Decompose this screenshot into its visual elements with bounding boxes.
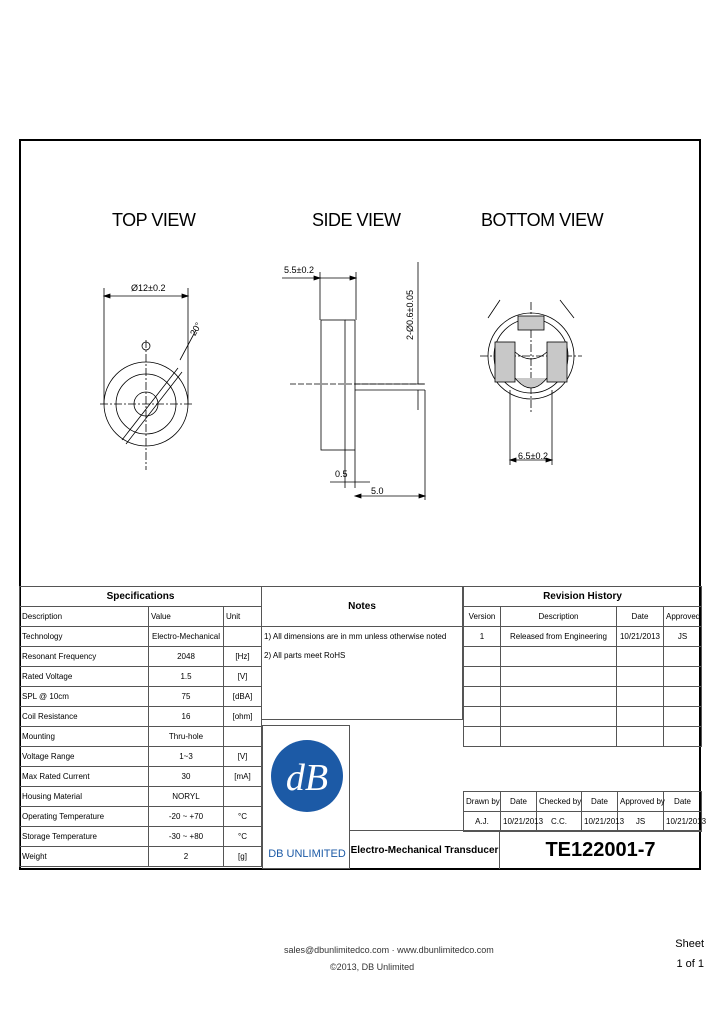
spec-unit: [V] bbox=[224, 667, 262, 687]
date-label-2: Date bbox=[582, 792, 618, 812]
logo-icon bbox=[263, 726, 351, 836]
checked-date: 10/21/2013 bbox=[582, 812, 618, 832]
dim-pin-spacing: 6.5±0.2 bbox=[518, 451, 548, 461]
spec-col-description: Description bbox=[20, 607, 149, 627]
drawn-by-label: Drawn by bbox=[464, 792, 501, 812]
note-2: 2) All parts meet RoHS bbox=[264, 651, 346, 660]
spec-row bbox=[20, 687, 262, 707]
spec-value: 1.5 bbox=[149, 667, 224, 687]
spec-description: Voltage Range bbox=[20, 747, 149, 767]
spec-row bbox=[20, 847, 262, 867]
approved-by: JS bbox=[618, 812, 664, 832]
spec-description: Storage Temperature bbox=[20, 827, 149, 847]
revision-title: Revision History bbox=[464, 587, 702, 607]
specifications-title: Specifications bbox=[20, 587, 262, 607]
checked-by: C.C. bbox=[537, 812, 582, 832]
spec-row bbox=[20, 807, 262, 827]
spec-unit bbox=[224, 627, 262, 647]
rev-approved: JS bbox=[664, 627, 702, 647]
side-view-drawing bbox=[282, 262, 425, 500]
rev-description: Released from Engineering bbox=[501, 627, 617, 647]
part-number: TE122001-7 bbox=[500, 830, 701, 869]
logo-mark: dB bbox=[285, 757, 329, 799]
bottom-view-drawing bbox=[480, 300, 582, 465]
spec-row bbox=[20, 707, 262, 727]
spec-description: Housing Material bbox=[20, 787, 149, 807]
spec-col-unit: Unit bbox=[224, 607, 262, 627]
spec-unit: °C bbox=[224, 807, 262, 827]
sheet-value: 1 of 1 bbox=[676, 958, 704, 970]
spec-row bbox=[20, 727, 262, 747]
spec-description: Resonant Frequency bbox=[20, 647, 149, 667]
dim-diameter: Ø12±0.2 bbox=[131, 283, 166, 293]
sheet-label: Sheet bbox=[675, 938, 704, 950]
notes-table bbox=[261, 586, 463, 720]
spec-row bbox=[20, 827, 262, 847]
revision-table bbox=[463, 586, 702, 747]
spec-unit: [g] bbox=[224, 847, 262, 867]
spec-value: 2 bbox=[149, 847, 224, 867]
spec-value: -30 ~ +80 bbox=[149, 827, 224, 847]
rev-col-date: Date bbox=[617, 607, 664, 627]
drawn-by: A.J. bbox=[464, 812, 501, 832]
spec-row bbox=[20, 787, 262, 807]
rev-col-description: Description bbox=[501, 607, 617, 627]
approved-by-label: Approved by bbox=[618, 792, 664, 812]
logo-box bbox=[262, 725, 350, 869]
product-name: Electro-Mechanical Transducer bbox=[350, 830, 500, 869]
spec-unit bbox=[224, 787, 262, 807]
spec-value: -20 ~ +70 bbox=[149, 807, 224, 827]
rev-col-version: Version bbox=[464, 607, 501, 627]
top-view-drawing bbox=[100, 288, 196, 470]
spec-description: Technology bbox=[20, 627, 149, 647]
spec-value: 1~3 bbox=[149, 747, 224, 767]
spec-col-value: Value bbox=[149, 607, 224, 627]
approved-date: 10/21/2013 bbox=[664, 812, 702, 832]
date-label-3: Date bbox=[664, 792, 702, 812]
specifications-table bbox=[19, 586, 262, 867]
footer-copyright: ©2013, DB Unlimited bbox=[330, 962, 415, 972]
bottom-view-title: BOTTOM VIEW bbox=[481, 210, 604, 230]
spec-value: 75 bbox=[149, 687, 224, 707]
spec-row bbox=[20, 767, 262, 787]
spec-unit: [ohm] bbox=[224, 707, 262, 727]
date-label-1: Date bbox=[501, 792, 537, 812]
spec-row bbox=[20, 747, 262, 767]
spec-unit: [mA] bbox=[224, 767, 262, 787]
spec-row bbox=[20, 667, 262, 687]
rev-date: 10/21/2013 bbox=[617, 627, 664, 647]
spec-unit: [Hz] bbox=[224, 647, 262, 667]
dim-pins: 2-Ø0.6±0.05 bbox=[404, 290, 415, 340]
signoff-table bbox=[463, 791, 707, 832]
spec-description: Coil Resistance bbox=[20, 707, 149, 727]
rev-version: 1 bbox=[464, 627, 501, 647]
spec-description: Weight bbox=[20, 847, 149, 867]
spec-description: Rated Voltage bbox=[20, 667, 149, 687]
notes-body bbox=[262, 627, 463, 720]
dim-pin-length: 5.0 bbox=[371, 486, 384, 496]
dim-pin-offset: 0.5 bbox=[335, 469, 348, 479]
spec-value: NORYL bbox=[149, 787, 224, 807]
spec-description: Mounting bbox=[20, 727, 149, 747]
logo-text: DB UNLIMITED bbox=[268, 848, 346, 860]
spec-row bbox=[20, 647, 262, 667]
spec-unit: [V] bbox=[224, 747, 262, 767]
spec-unit: [dBA] bbox=[224, 687, 262, 707]
notes-title: Notes bbox=[262, 587, 463, 627]
rev-col-approved: Approved bbox=[664, 607, 702, 627]
side-view-title: SIDE VIEW bbox=[312, 210, 401, 230]
note-1: 1) All dimensions are in mm unless otherwise noted bbox=[264, 632, 447, 641]
spec-value: 30 bbox=[149, 767, 224, 787]
spec-description: Operating Temperature bbox=[20, 807, 149, 827]
spec-description: SPL @ 10cm bbox=[20, 687, 149, 707]
drawn-date: 10/21/2013 bbox=[501, 812, 537, 832]
spec-unit: °C bbox=[224, 827, 262, 847]
footer-contact: sales@dbunlimitedco.com · www.dbunlimitedco.com bbox=[284, 945, 494, 955]
dim-height: 5.5±0.2 bbox=[284, 265, 314, 275]
checked-by-label: Checked by bbox=[537, 792, 582, 812]
spec-value: Electro-Mechanical bbox=[149, 627, 224, 647]
spec-value: Thru-hole bbox=[149, 727, 224, 747]
top-view-title: TOP VIEW bbox=[112, 210, 196, 230]
spec-unit bbox=[224, 727, 262, 747]
spec-value: 2048 bbox=[149, 647, 224, 667]
spec-value: 16 bbox=[149, 707, 224, 727]
dim-angle: 20° bbox=[188, 320, 204, 338]
spec-row bbox=[20, 627, 262, 647]
spec-description: Max Rated Current bbox=[20, 767, 149, 787]
